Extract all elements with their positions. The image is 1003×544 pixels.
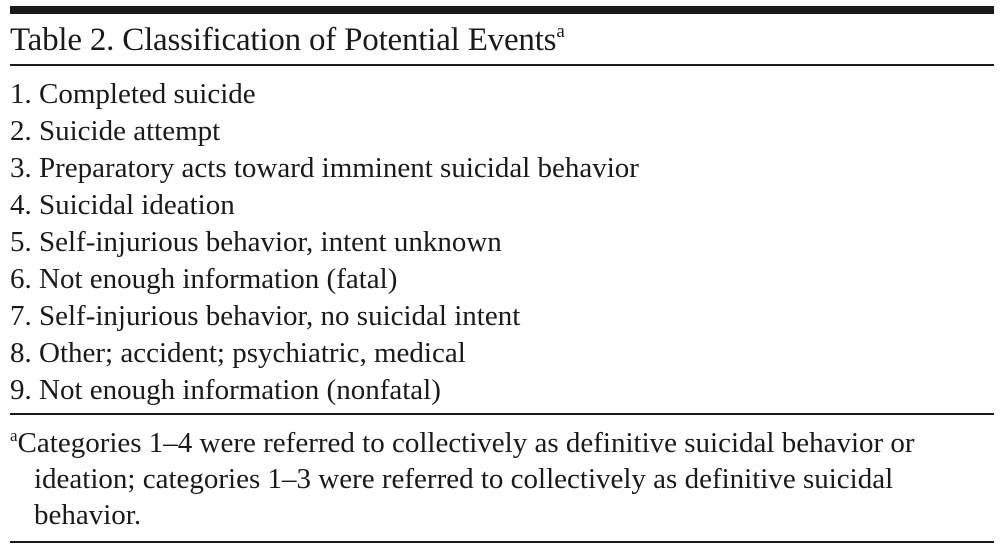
list-item: 4. Suicidal ideation	[10, 189, 235, 221]
table-title-text: Table 2. Classification of Potential Events	[10, 22, 557, 58]
list-item: 9. Not enough information (nonfatal)	[10, 374, 441, 406]
top-thick-rule	[10, 6, 994, 14]
classification-table	[10, 6, 994, 543]
footnote-marker: a	[10, 426, 18, 445]
list-item: 3. Preparatory acts toward imminent suicidal behavior	[10, 152, 639, 184]
list-item: 7. Self-injurious behavior, no suicidal intent	[10, 300, 521, 332]
list-item: 1. Completed suicide	[10, 78, 256, 110]
list-item: 2. Suicide attempt	[10, 115, 221, 147]
event-list	[10, 66, 994, 413]
title-footnote-marker: a	[556, 21, 565, 42]
bottom-rule	[10, 541, 994, 543]
table-title	[10, 14, 994, 64]
list-item: 5. Self-injurious behavior, intent unknown	[10, 226, 502, 258]
list-item: 6. Not enough information (fatal)	[10, 263, 398, 295]
table-footnote	[10, 415, 994, 541]
list-item: 8. Other; accident; psychiatric, medical	[10, 337, 466, 369]
footnote-text: Categories 1–4 were referred to collectively as definitive suicidal behavior or ideation; categories 1–3 were referred to collectively as definitive suicidal behavior.	[17, 427, 915, 531]
